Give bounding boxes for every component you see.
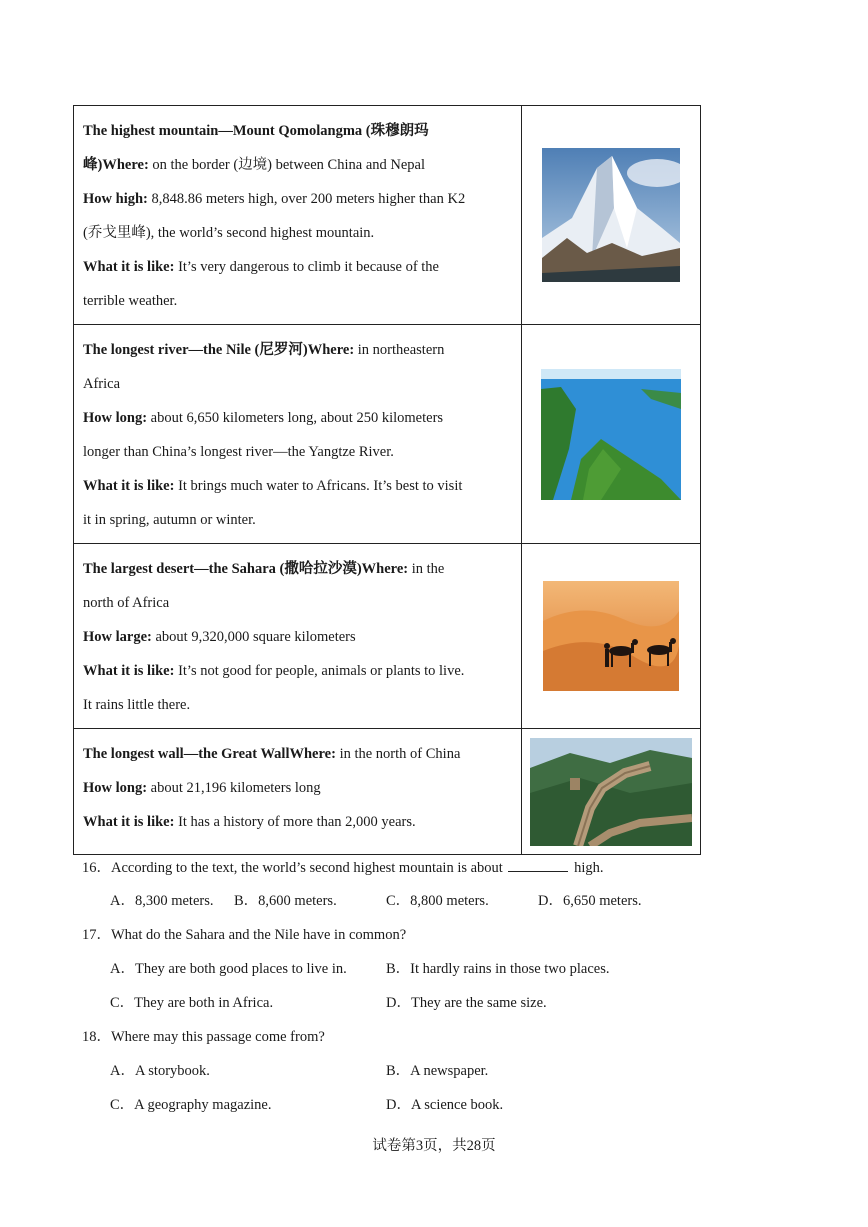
table-row (74, 106, 701, 325)
option-17b[interactable]: B．It hardly rains in those two places. (386, 961, 610, 977)
option-16b[interactable]: B．8,600 meters. (234, 893, 337, 909)
option-17d[interactable]: D．They are the same size. (386, 995, 547, 1011)
table-row (74, 325, 701, 544)
option-17c[interactable]: C．They are both in Africa. (110, 995, 274, 1011)
what-like-label: What it is like: (83, 259, 175, 275)
table-row (74, 729, 701, 855)
row-title: The highest mountain—Mount Qomolangma (珠穆朗玛 (83, 123, 429, 139)
option-18a[interactable]: A．A storybook. (110, 1063, 210, 1079)
row-title: The longest wall—the Great WallWhere: (83, 746, 336, 762)
wall-image-cell (522, 729, 701, 855)
option-18d[interactable]: D．A science book. (386, 1097, 504, 1113)
desert-camels-photo (543, 581, 679, 691)
what-like-label: What it is like: (83, 663, 175, 679)
option-18c[interactable]: C．A geography magazine. (110, 1097, 272, 1113)
page-footer: 试卷第3页，共28页 (372, 1138, 496, 1154)
option-18b[interactable]: B．A newspaper. (386, 1063, 489, 1079)
question-16: 16．According to the text, the world’s second highest mountain is about high. (82, 857, 604, 878)
how-long-label: How long: (83, 780, 148, 796)
where-label: 峰)Where: (83, 157, 149, 173)
question-18: 18．Where may this passage come from? (82, 1029, 325, 1045)
row-title: The longest river—the Nile (尼罗河)Where: (83, 342, 355, 358)
option-16c[interactable]: C．8,800 meters. (386, 893, 489, 909)
how-high-label: How high: (83, 191, 148, 207)
mountain-photo (542, 148, 680, 282)
wall-text-cell: The longest wall—the Great WallWhere: in the north of China How long: about 21,196 kilometers long What it is like: It has a history of more than 2,000 years. (74, 729, 522, 855)
river-text-cell: The longest river—the Nile (尼罗河)Where: in northeastern Africa How long: about 6,650 kilometers long, about 250 kilometers longer than China’s longest river—the Yangtze River. What it is like: It brings much water to Africans. It’s best to visit it in spring, autumn or winter. (74, 325, 522, 544)
desert-image-cell (522, 544, 701, 729)
mountain-text-cell: The highest mountain—Mount Qomolangma (珠穆朗玛 峰)Where: on the border (边境) between China and Nepal How high: 8,848.86 meters high, over 200 meters higher than K2 (乔戈里峰), the world’s second highest mountain. What it is like: It’s very dangerous to climb it because of the terrible weather. (74, 106, 522, 325)
info-table (73, 105, 701, 855)
how-long-label: How long: (83, 410, 148, 426)
option-16d[interactable]: D．6,650 meters. (538, 893, 642, 909)
option-16a[interactable]: A．8,300 meters. (110, 893, 214, 909)
river-image-cell (522, 325, 701, 544)
river-photo (541, 369, 681, 500)
row-title: The largest desert—the Sahara (撒哈拉沙漠)Where: (83, 561, 409, 577)
option-17a[interactable]: A．They are both good places to live in. (110, 961, 347, 977)
answer-blank (508, 857, 568, 872)
what-like-label: What it is like: (83, 478, 175, 494)
mountain-image-cell (522, 106, 701, 325)
what-like-label: What it is like: (83, 814, 175, 830)
how-large-label: How large: (83, 629, 152, 645)
table-row (74, 544, 701, 729)
great-wall-photo (530, 738, 692, 846)
desert-text-cell: The largest desert—the Sahara (撒哈拉沙漠)Where: in the north of Africa How large: about 9,320,000 square kilometers What it is like: It’s not good for people, animals or plants to live. It rains little there. (74, 544, 522, 729)
question-17: 17．What do the Sahara and the Nile have in common? (82, 927, 407, 943)
